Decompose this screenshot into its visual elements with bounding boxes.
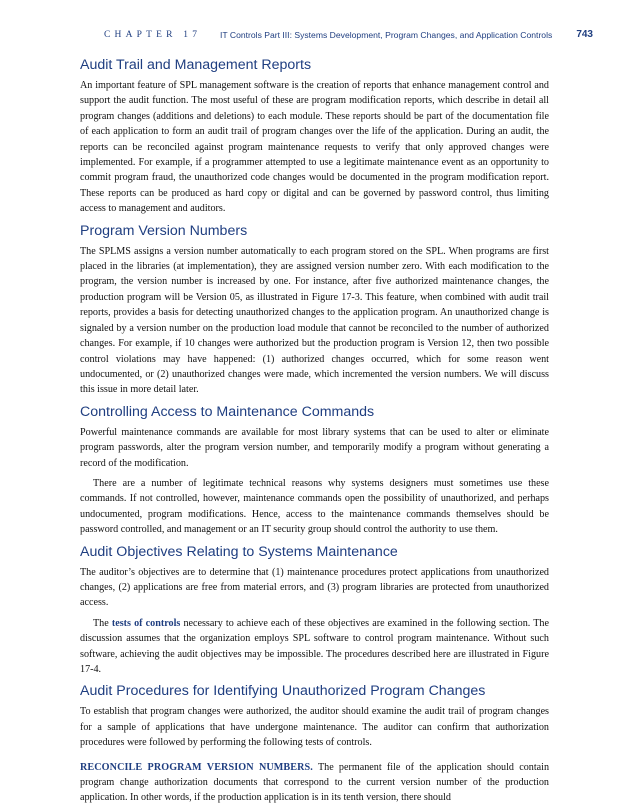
paragraph xyxy=(80,616,549,678)
page-body xyxy=(80,56,549,811)
key-term: tests of controls xyxy=(111,617,181,629)
section-maintenance-commands xyxy=(80,403,549,538)
paragraph: There are a number of legitimate technical reasons why systems designers must sometimes use these commands. If not controlled, however, maintenance commands open the possibility of unauthorized, and perhaps undocumented, program modifications. Hence, access to the maintenance commands themselves should be password controlled, and management or an IT security group should control the authority to use them. xyxy=(80,477,549,536)
section-heading: Audit Trail and Management Reports xyxy=(80,57,312,73)
section-heading: Audit Objectives Relating to Systems Maintenance xyxy=(80,543,398,560)
section-heading: Audit Procedures for Identifying Unauthorized Program Changes xyxy=(80,683,486,700)
paragraph xyxy=(80,760,549,806)
paragraph-lead: The xyxy=(93,617,112,629)
chapter-label: CHAPTER 17 xyxy=(104,30,202,40)
paragraph: Powerful maintenance commands are available for most library systems that can be used to alter or eliminate program passwords, alter the program version number, and temporarily modify a program without generating a record of the modification. xyxy=(80,426,549,469)
paragraph-text: necessary to achieve each of these objectives are examined in the following section. The discussion assumes that the organization employs SPL software to control program maintenance. Without such software, achieving the audit objectives may be impossible. The procedures described here are illustrated in Figure 17-4. xyxy=(80,617,549,675)
section-heading: Controlling Access to Maintenance Commands xyxy=(80,403,375,420)
section-audit-procedures xyxy=(80,682,549,805)
running-title: IT Controls Part III: Systems Development, Program Changes, and Application Controls xyxy=(220,30,553,40)
paragraph: An important feature of SPL management software is the creation of reports that enhance management control and support the audit function. The most useful of these are program modification reports, which describe in detail all program changes (additions and deletions) to each module. These reports should be part of the documentation file of each application to form an audit trail of program changes over the life of the application. During an audit, the reports can be reconciled against program maintenance requests to verify that only approved changes were implemented. For example, if a programmer attempted to use a legitimate maintenance event as an opportunity to commit program fraud, the unauthorized code changes would be documented in the program modification report. These reports can be produced as hard copy or digital and can be governed by password control, thus limiting access to management and auditors. xyxy=(80,80,549,215)
paragraph-text: The permanent file of the application should contain program change authorization documents that correspond to the current version number of the production application. In other words, if the production application is in its tenth version, there should xyxy=(80,761,550,804)
run-in-heading: RECONCILE PROGRAM VERSION NUMBERS. xyxy=(80,761,313,773)
section-audit-objectives xyxy=(80,543,549,678)
section-version-numbers xyxy=(80,222,549,398)
section-heading: Program Version Numbers xyxy=(80,222,248,239)
running-head xyxy=(80,28,599,44)
paragraph: To establish that program changes were authorized, the auditor should examine the audit trail of program changes for a sample of applications that have undergone maintenance. The auditor can confirm that authorization procedures were followed by performing the following tests of controls. xyxy=(80,706,549,749)
paragraph: The SPLMS assigns a version number automatically to each program stored on the SPL. When programs are first placed in the libraries (at implementation), they are assigned version number zero. With each modification to the program, the version number is increased by one. For instance, after five authorized maintenance changes, the production program will be Version 05, as illustrated in Figure 17-3. This feature, when combined with audit trail reports, provides a basis for detecting unauthorized changes to the application program. An unauthorized change is signaled by a version number on the production load module that cannot be reconciled to the number of authorized changes. For example, if 10 changes were authorized but the production program is Version 12, then two possible control violations may have happened: (1) authorized changes occurred, which for some reason went undocumented, or (2) unauthorized changes were made, which incremented the version numbers. We will discuss this issue in more detail later. xyxy=(80,245,549,396)
section-audit-trail xyxy=(80,56,549,217)
page-number: 743 xyxy=(576,29,593,40)
paragraph: The auditor’s objectives are to determine that (1) maintenance procedures protect applications from unauthorized changes, (2) applications are free from material errors, and (3) program libraries are protected from unauthorized access. xyxy=(80,566,549,609)
